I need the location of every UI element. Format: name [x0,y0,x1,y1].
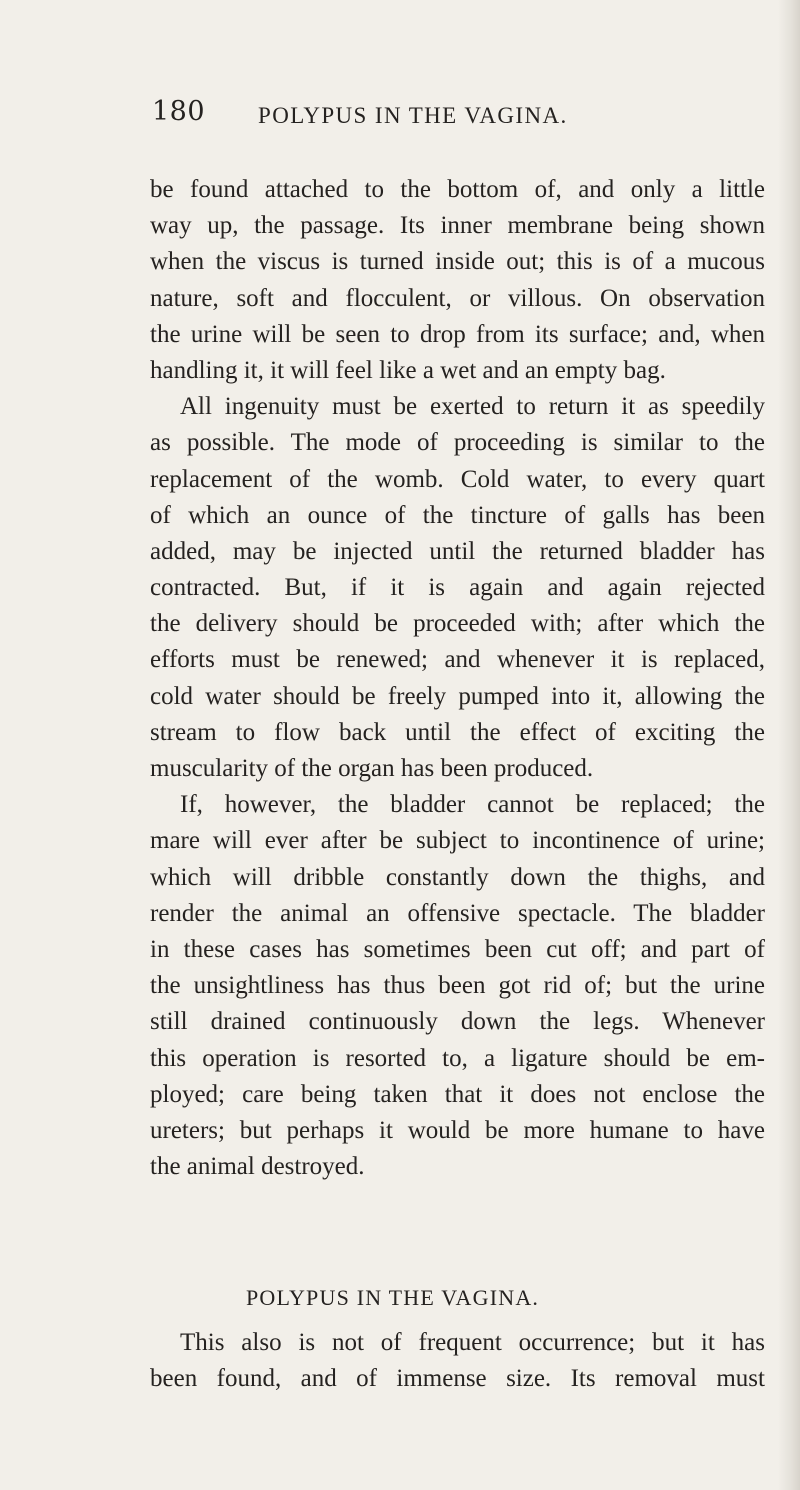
text-line: stream to flow back until the effect of exciting the [150,718,765,746]
text-line: ureters; but perhaps it would be more humane to have [150,1116,765,1144]
text-line: cold water should be freely pumped into it, allowing the [150,682,765,710]
text-line: been found, and of immense size. Its removal must [150,1365,765,1393]
text-line: in these cases has sometimes been cut off; and part of [150,935,765,963]
text-line: of which an ounce of the tincture of galls has been [150,501,765,529]
page-number: 180 [152,96,206,127]
page-edge-shadow [778,0,800,1490]
text-line: efforts must be renewed; and whenever it is replaced, [150,646,765,674]
text-line: contracted. But, if it is again and again rejected [150,574,765,602]
text-line: mare will ever after be subject to incontinence of urine; [150,827,765,855]
text-line: the unsightliness has thus been got rid of; but the urine [150,972,765,1000]
text-line: way up, the passage. Its inner membrane being shown [150,212,765,240]
body-text [150,172,765,1185]
text-line: the delivery should be proceeded with; after which the [150,610,765,638]
running-head: POLYPUS IN THE VAGINA. [258,103,568,128]
text-line: added, may be injected until the returned bladder has [150,537,765,565]
text-line: as possible. The mode of proceeding is similar to the [150,429,765,457]
text-line: handling it, it will feel like a wet and an empty bag. [150,356,666,384]
text-line: muscularity of the organ has been produced. [150,755,594,782]
paragraph-start-line: If, however, the bladder cannot be replaced; the [180,791,765,819]
text-line: still drained continuously down the legs. Whenever [150,1008,765,1036]
text-line: be found attached to the bottom of, and only a little [150,176,765,203]
text-line: nature, soft and flocculent, or villous. On observation [150,284,765,312]
section-body-text [150,1325,765,1397]
text-line: when the viscus is turned inside out; this is of a mucous [150,248,765,276]
text-line: which will dribble constantly down the thighs, and [150,863,765,891]
text-line: the animal destroyed. [150,1153,365,1181]
text-line: this operation is resorted to, a ligature should be em- [150,1044,765,1072]
text-line: the urine will be seen to drop from its surface; and, when [150,320,765,348]
text-line: ployed; care being taken that it does not enclose the [150,1080,765,1108]
paragraph-start-line: All ingenuity must be exerted to return it as speedily [180,393,765,421]
text-line: replacement of the womb. Cold water, to every quart [150,465,765,493]
paragraph-start-line: This also is not of frequent occurrence; but it has [180,1329,765,1356]
section-heading: POLYPUS IN THE VAGINA. [246,1285,540,1310]
text-line: render the animal an offensive spectacle. The bladder [150,899,765,927]
